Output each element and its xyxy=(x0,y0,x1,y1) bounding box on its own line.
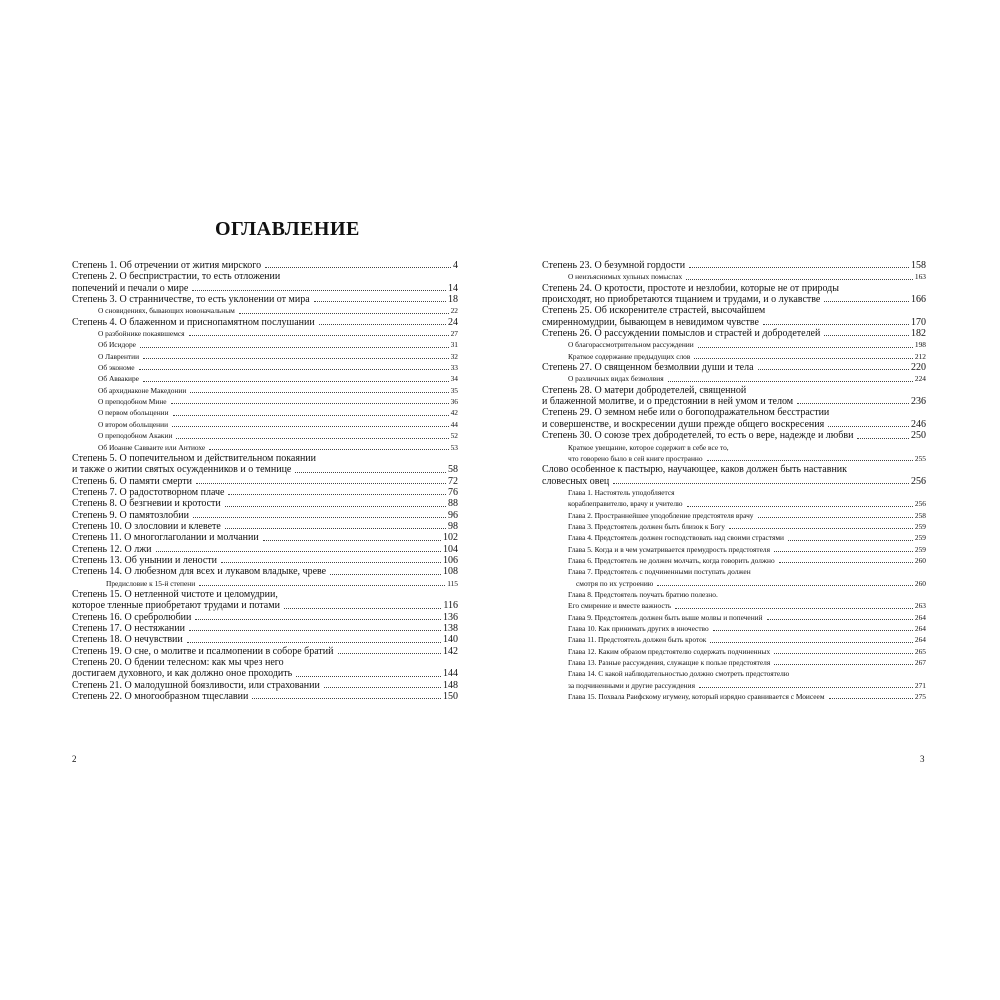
toc-entry xyxy=(542,532,926,543)
dot-leader xyxy=(657,585,913,586)
toc-entry-page: 258 xyxy=(914,510,926,520)
toc-entry-title: Глава 13. Разные рассуждения, служащие к пользе предстоятеля xyxy=(568,658,771,668)
toc-entry-page: 170 xyxy=(911,316,926,328)
toc-entry-page: 53 xyxy=(450,442,458,452)
dot-leader xyxy=(314,301,446,302)
toc-entry xyxy=(542,328,926,339)
dot-leader xyxy=(265,267,451,268)
dot-leader xyxy=(196,483,446,484)
toc-entry xyxy=(72,453,458,464)
toc-entry-title: Степень 30. О союзе трех добродетелей, то есть о вере, надежде и любви xyxy=(542,430,854,442)
toc-entry-page: 224 xyxy=(914,374,926,384)
toc-entry-title: Слово особенное к пастырю, научающее, каков должен быть наставник xyxy=(542,464,848,476)
toc-entry xyxy=(72,612,458,623)
dot-leader xyxy=(788,540,913,541)
dot-leader xyxy=(713,630,913,631)
dot-leader xyxy=(295,472,446,473)
toc-entry-page: 22 xyxy=(450,306,458,316)
toc-entry-title: Степень 3. О странничестве, то есть уклонении от мира xyxy=(72,294,310,306)
toc-entry-page: 158 xyxy=(911,260,926,271)
dot-leader xyxy=(139,369,449,370)
toc-entry-page: 255 xyxy=(914,453,926,463)
toc-entry-title: Глава 5. Когда и в чем усматривается премудрость предстоятеля xyxy=(568,544,770,554)
toc-entry-title: Степень 14. О любезном для всех и лукавом владыке, чреве xyxy=(72,566,327,578)
toc-entry-page: 115 xyxy=(447,578,458,588)
toc-entry xyxy=(72,464,458,475)
dot-leader xyxy=(156,551,441,552)
toc-entry-page: 18 xyxy=(448,294,458,306)
toc-entry xyxy=(542,283,926,294)
toc-entry-title: О преподобном Акакии xyxy=(98,431,173,441)
toc-entry-title: Степень 4. О блаженном и приснопамятном послушании xyxy=(72,316,315,328)
toc-entry-title: Глава 11. Предстоятель должен быть кроток xyxy=(568,635,707,645)
toc-entry xyxy=(72,634,458,645)
toc-entry-page: 36 xyxy=(450,397,458,407)
toc-entry-title: Степень 8. О безгневии и кротости xyxy=(72,498,221,510)
toc-entry xyxy=(542,419,926,430)
toc-entry xyxy=(72,476,458,487)
toc-entry-title: Степень 21. О малодушной боязливости, или страховании xyxy=(72,679,320,691)
toc-entry xyxy=(542,498,926,509)
toc-entry-page: 250 xyxy=(911,430,926,442)
toc-entry-title: О преподобном Мине xyxy=(98,397,167,407)
toc-entry-title: Глава 7. Предстоятель с подчиненными поступать должен xyxy=(568,567,751,577)
dot-leader xyxy=(239,313,449,314)
toc-entry xyxy=(542,566,926,577)
toc-left xyxy=(72,260,458,702)
dot-leader xyxy=(699,687,913,688)
toc-entry-page: 275 xyxy=(914,692,926,702)
toc-entry-title: Степень 16. О сребролюбии xyxy=(72,611,192,623)
toc-entry-page: 166 xyxy=(911,294,926,306)
toc-entry xyxy=(72,544,458,555)
toc-entry-title: Степень 7. О радостотворном плаче xyxy=(72,486,225,498)
dot-leader xyxy=(758,369,909,370)
toc-entry-title: достигаем духовного, и как должно оное проходить xyxy=(72,668,293,680)
toc-entry-page: 27 xyxy=(450,329,458,339)
toc-entry xyxy=(542,305,926,316)
toc-entry-title: что говорено было в сей книге пространно xyxy=(568,453,703,463)
toc-entry-title: Степень 5. О попечительном и действительном покаянии xyxy=(72,452,317,464)
toc-entry-title: Глава 6. Предстоятель не должен молчать, когда говорить должно xyxy=(568,555,775,565)
toc-right xyxy=(542,260,926,702)
toc-entry xyxy=(72,566,458,577)
toc-entry xyxy=(72,385,458,396)
dot-leader xyxy=(296,676,441,677)
toc-entry-page: 104 xyxy=(443,543,458,555)
toc-entry xyxy=(542,657,926,668)
toc-entry xyxy=(542,521,926,532)
toc-entry xyxy=(72,362,458,373)
toc-entry-title: Степень 19. О сне, о молитве и псалмопении в соборе братий xyxy=(72,645,334,657)
toc-entry-title: Степень 10. О злословии и клевете xyxy=(72,520,221,532)
toc-entry-page: 96 xyxy=(448,509,458,521)
dot-leader xyxy=(221,562,441,563)
page-number-right: 3 xyxy=(920,754,925,764)
toc-entry-page: 116 xyxy=(443,600,458,612)
toc-entry-title: О разбойнике покаявшемся xyxy=(98,329,185,339)
toc-entry-page: 236 xyxy=(911,396,926,408)
toc-entry-title: Степень 29. О земном небе или о богоподражательном бесстрастии xyxy=(542,407,830,419)
dot-leader xyxy=(143,358,449,359)
dot-leader xyxy=(330,574,441,575)
dot-leader xyxy=(284,608,441,609)
toc-entry xyxy=(542,362,926,373)
dot-leader xyxy=(189,630,441,631)
toc-entry-title: и блаженной молитве, и о предстоянии в ней умом и телом xyxy=(542,396,794,408)
dot-leader xyxy=(338,653,442,654)
dot-leader xyxy=(774,551,913,552)
toc-entry-title: Глава 14. С какой наблюдательностью должно смотреть предстоятелю xyxy=(568,669,790,679)
toc-entry xyxy=(72,532,458,543)
toc-entry-page: 260 xyxy=(914,555,926,565)
dot-leader xyxy=(172,426,449,427)
toc-entry-page: 256 xyxy=(914,499,926,509)
toc-entry xyxy=(542,271,926,282)
toc-entry-page: 138 xyxy=(443,623,458,634)
toc-entry xyxy=(72,419,458,430)
toc-entry xyxy=(72,600,458,611)
toc-entry-page: 76 xyxy=(448,486,458,498)
toc-entry-title: Степень 24. О кротости, простоте и незлобии, которые не от природы xyxy=(542,282,839,294)
dot-leader xyxy=(228,494,446,495)
toc-entry-title: Глава 8. Предстоятель поучать братию полезно. xyxy=(568,589,718,599)
toc-entry-page: 220 xyxy=(911,362,926,374)
toc-entry-title: Степень 9. О памятозлобии xyxy=(72,509,189,521)
dot-leader xyxy=(687,506,913,507)
toc-entry-page: 24 xyxy=(448,316,458,328)
toc-entry-title: Степень 28. О матери добродетелей, священной xyxy=(542,384,747,396)
toc-entry-title: Степень 11. О многоглаголании и молчании xyxy=(72,532,259,544)
toc-entry-title: словесных овец xyxy=(542,475,610,487)
toc-entry-title: О благорассмотрительном рассуждении xyxy=(568,340,694,350)
toc-entry-title: Степень 20. О бдении телесном: как мы чрез него xyxy=(72,657,284,669)
toc-entry-title: Степень 2. О беспристрастии, то есть отложении xyxy=(72,271,281,283)
toc-entry xyxy=(542,634,926,645)
toc-entry-page: 31 xyxy=(450,340,458,350)
toc-entry-page: 148 xyxy=(443,679,458,691)
page-number-left: 2 xyxy=(72,754,77,764)
dot-leader xyxy=(319,324,446,325)
dot-leader xyxy=(140,347,449,348)
toc-entry-title: Степень 12. О лжи xyxy=(72,543,152,555)
toc-entry-page: 44 xyxy=(450,419,458,429)
toc-entry xyxy=(542,487,926,498)
toc-entry-page: 259 xyxy=(914,544,926,554)
toc-entry xyxy=(72,271,458,282)
toc-entry xyxy=(542,600,926,611)
toc-entry-page: 14 xyxy=(448,282,458,294)
toc-entry xyxy=(72,578,458,589)
toc-entry-page: 150 xyxy=(443,691,458,703)
toc-entry-title: Краткое содержание предыдущих слов xyxy=(568,351,691,361)
dot-leader xyxy=(668,381,913,382)
toc-entry-title: Глава 4. Предстоятель должен господствовать над своими страстями xyxy=(568,533,784,543)
dot-leader xyxy=(187,642,441,643)
dot-leader xyxy=(171,403,449,404)
toc-entry xyxy=(72,339,458,350)
toc-entry-title: Его смирение и вместе важность xyxy=(568,601,672,611)
toc-entry-title: Об экономе xyxy=(98,363,135,373)
toc-entry xyxy=(72,668,458,679)
toc-entry xyxy=(542,668,926,679)
toc-entry xyxy=(72,328,458,339)
dot-leader xyxy=(774,653,913,654)
toc-entry-page: 259 xyxy=(914,533,926,543)
toc-entry-title: Глава 2. Пространнейшее уподобление предстоятеля врачу xyxy=(568,510,754,520)
toc-entry-title: О первом обольщении xyxy=(98,408,169,418)
toc-entry xyxy=(72,623,458,634)
toc-entry-page: 72 xyxy=(448,475,458,487)
toc-entry xyxy=(72,657,458,668)
toc-entry xyxy=(542,476,926,487)
toc-entry-title: и совершенстве, и воскресении души прежде общего воскресения xyxy=(542,418,825,430)
toc-entry xyxy=(542,691,926,702)
dot-leader xyxy=(707,460,913,461)
toc-entry xyxy=(542,260,926,271)
toc-entry xyxy=(72,510,458,521)
toc-entry xyxy=(542,351,926,362)
toc-entry xyxy=(542,407,926,418)
dot-leader xyxy=(209,449,448,450)
toc-entry xyxy=(72,646,458,657)
toc-entry-title: Глава 15. Похвала Раифскому игумену, который изрядно сравнивается с Моисеем xyxy=(568,692,825,702)
toc-entry-title: и также о житии святых осужденников и о темнице xyxy=(72,464,292,476)
toc-entry xyxy=(542,464,926,475)
toc-entry-page: 144 xyxy=(443,668,458,680)
toc-entry xyxy=(542,589,926,600)
toc-entry-title: которое тленные приобретают трудами и потами xyxy=(72,600,280,612)
toc-entry-title: Краткое увещание, которое содержит в себе все то, xyxy=(568,442,729,452)
toc-entry-title: Степень 17. О нестяжании xyxy=(72,623,185,634)
dot-leader xyxy=(190,392,448,393)
toc-entry-title: Степень 23. О безумной гордости xyxy=(542,260,686,271)
toc-entry xyxy=(72,555,458,566)
toc-entry-page: 259 xyxy=(914,521,926,531)
toc-entry xyxy=(72,521,458,532)
toc-entry-page: 52 xyxy=(450,431,458,441)
toc-entry xyxy=(542,430,926,441)
toc-entry xyxy=(542,294,926,305)
toc-entry-page: 265 xyxy=(914,646,926,656)
dot-leader xyxy=(694,358,913,359)
page-title: ОГЛАВЛЕНИЕ xyxy=(215,218,360,240)
toc-entry-title: Глава 12. Каким образом предстоятелю содержать подчиненных xyxy=(568,646,771,656)
toc-entry xyxy=(542,453,926,464)
dot-leader xyxy=(192,290,446,291)
right-page xyxy=(500,0,1000,1000)
toc-entry xyxy=(72,487,458,498)
toc-entry xyxy=(542,339,926,350)
toc-entry-page: 42 xyxy=(450,408,458,418)
toc-entry-page: 267 xyxy=(914,658,926,668)
toc-entry-title: Степень 18. О нечувствии xyxy=(72,634,183,646)
dot-leader xyxy=(797,403,909,404)
toc-entry xyxy=(72,691,458,702)
toc-entry xyxy=(72,396,458,407)
dot-leader xyxy=(824,301,909,302)
dot-leader xyxy=(758,517,913,518)
toc-entry xyxy=(72,430,458,441)
toc-entry xyxy=(72,283,458,294)
toc-entry xyxy=(72,373,458,384)
toc-entry-page: 142 xyxy=(443,645,458,657)
toc-entry-title: Об Аввакире xyxy=(98,374,139,384)
toc-entry-title: Степень 27. О священном безмолвии души и тела xyxy=(542,362,754,374)
dot-leader xyxy=(698,347,913,348)
toc-entry xyxy=(542,385,926,396)
dot-leader xyxy=(729,528,913,529)
toc-entry-title: Степень 15. О нетленной чистоте и целомудрии, xyxy=(72,588,278,600)
dot-leader xyxy=(828,426,909,427)
toc-entry-title: Степень 1. Об отречении от жития мирского xyxy=(72,260,262,271)
toc-entry-page: 32 xyxy=(450,351,458,361)
toc-entry-page: 33 xyxy=(450,363,458,373)
toc-entry-page: 263 xyxy=(914,601,926,611)
toc-entry xyxy=(542,578,926,589)
toc-entry xyxy=(72,294,458,305)
toc-entry xyxy=(542,646,926,657)
toc-entry-title: смотря по их устроению xyxy=(576,578,654,588)
toc-entry xyxy=(72,680,458,691)
toc-entry-title: смиренномудрии, бывающем в невидимом чувстве xyxy=(542,316,759,328)
dot-leader xyxy=(829,698,913,699)
dot-leader xyxy=(199,585,445,586)
dot-leader xyxy=(675,608,913,609)
toc-entry xyxy=(542,510,926,521)
toc-entry-page: 34 xyxy=(450,374,458,384)
toc-entry-page: 108 xyxy=(443,566,458,578)
toc-entry xyxy=(542,555,926,566)
dot-leader xyxy=(774,664,913,665)
toc-entry-page: 271 xyxy=(914,680,926,690)
dot-leader xyxy=(324,687,441,688)
dot-leader xyxy=(613,483,909,484)
dot-leader xyxy=(263,540,441,541)
toc-entry-page: 163 xyxy=(914,272,926,282)
toc-entry xyxy=(542,623,926,634)
toc-entry-page: 102 xyxy=(443,532,458,544)
toc-entry xyxy=(72,498,458,509)
dot-leader xyxy=(173,415,449,416)
toc-entry-page: 198 xyxy=(914,340,926,350)
dot-leader xyxy=(252,698,441,699)
toc-entry-page: 4 xyxy=(453,260,458,271)
dot-leader xyxy=(143,381,449,382)
toc-entry xyxy=(542,442,926,453)
toc-entry-title: Глава 10. Как принимать других в иночество xyxy=(568,624,709,633)
toc-entry-page: 88 xyxy=(448,498,458,510)
dot-leader xyxy=(193,517,446,518)
toc-entry-page: 182 xyxy=(911,328,926,340)
toc-entry-page: 256 xyxy=(911,475,926,487)
toc-entry-page: 246 xyxy=(911,418,926,430)
dot-leader xyxy=(824,335,909,336)
dot-leader xyxy=(763,324,909,325)
toc-entry-title: попечений и печали о мире xyxy=(72,282,189,294)
toc-entry-title: О втором обольщении xyxy=(98,419,169,429)
toc-entry xyxy=(72,351,458,362)
toc-entry-title: Степень 13. Об унынии и лености xyxy=(72,554,218,566)
toc-entry-title: Об Исидоре xyxy=(98,340,136,350)
toc-entry-page: 264 xyxy=(914,612,926,622)
toc-entry-title: Глава 9. Предстоятель должен быть выше молвы и попечений xyxy=(568,612,763,622)
toc-entry-page: 136 xyxy=(443,611,458,623)
dot-leader xyxy=(225,506,446,507)
toc-entry-page: 260 xyxy=(914,578,926,588)
toc-entry-title: О неизъяснимых хульных помыслах xyxy=(568,272,683,282)
toc-entry xyxy=(72,407,458,418)
toc-entry-title: Об архидиаконе Македонии xyxy=(98,385,187,395)
dot-leader xyxy=(176,438,448,439)
dot-leader xyxy=(779,562,913,563)
toc-entry xyxy=(542,680,926,691)
toc-entry-page: 98 xyxy=(448,520,458,532)
toc-entry xyxy=(72,317,458,328)
toc-entry-title: Глава 1. Настоятель уподобляется xyxy=(568,487,675,497)
dot-leader xyxy=(195,619,441,620)
dot-leader xyxy=(857,438,909,439)
toc-entry-title: Степень 6. О памяти смерти xyxy=(72,475,193,487)
toc-entry-page: 212 xyxy=(914,351,926,361)
toc-entry-title: кораблеправителю, врачу и учителю xyxy=(568,499,683,509)
toc-entry-title: Степень 22. О многообразном тщеславии xyxy=(72,691,249,703)
toc-entry-page: 106 xyxy=(443,554,458,566)
toc-entry-title: Глава 3. Предстоятель должен быть близок к Богу xyxy=(568,521,725,531)
toc-entry-title: Об Иоанне Савваите или Антиохе xyxy=(98,442,206,452)
toc-entry-title: Степень 25. Об искоренителе страстей, высочайшем xyxy=(542,305,766,317)
toc-entry xyxy=(542,396,926,407)
toc-entry xyxy=(542,612,926,623)
toc-entry-page: 264 xyxy=(914,635,926,645)
dot-leader xyxy=(189,335,449,336)
toc-entry xyxy=(72,589,458,600)
toc-entry-title: за подчиненными и другие рассуждения xyxy=(568,680,695,690)
toc-entry-page: 58 xyxy=(448,464,458,476)
toc-entry-title: О различных видах безмолвия xyxy=(568,374,664,384)
dot-leader xyxy=(710,642,913,643)
dot-leader xyxy=(689,267,909,268)
toc-entry-title: Степень 26. О рассуждении помыслов и страстей и добродетелей xyxy=(542,328,821,340)
toc-entry xyxy=(542,317,926,328)
toc-entry xyxy=(72,442,458,453)
toc-entry xyxy=(542,373,926,384)
toc-entry-title: Предисловие к 15-й степени xyxy=(106,578,196,588)
toc-entry-title: О Лаврентии xyxy=(98,351,140,361)
toc-entry-page: 35 xyxy=(450,385,458,395)
toc-entry-page: 264 xyxy=(914,624,926,633)
dot-leader xyxy=(225,528,446,529)
toc-entry-title: происходят, но приобретаются тщанием и трудами, и о лукавстве xyxy=(542,294,821,306)
toc-entry xyxy=(72,305,458,316)
dot-leader xyxy=(767,619,913,620)
toc-entry-page: 140 xyxy=(443,634,458,646)
toc-entry-title: О сновидениях, бывающих новоначальным xyxy=(98,306,235,316)
toc-entry xyxy=(72,260,458,271)
toc-entry xyxy=(542,544,926,555)
dot-leader xyxy=(686,279,913,280)
